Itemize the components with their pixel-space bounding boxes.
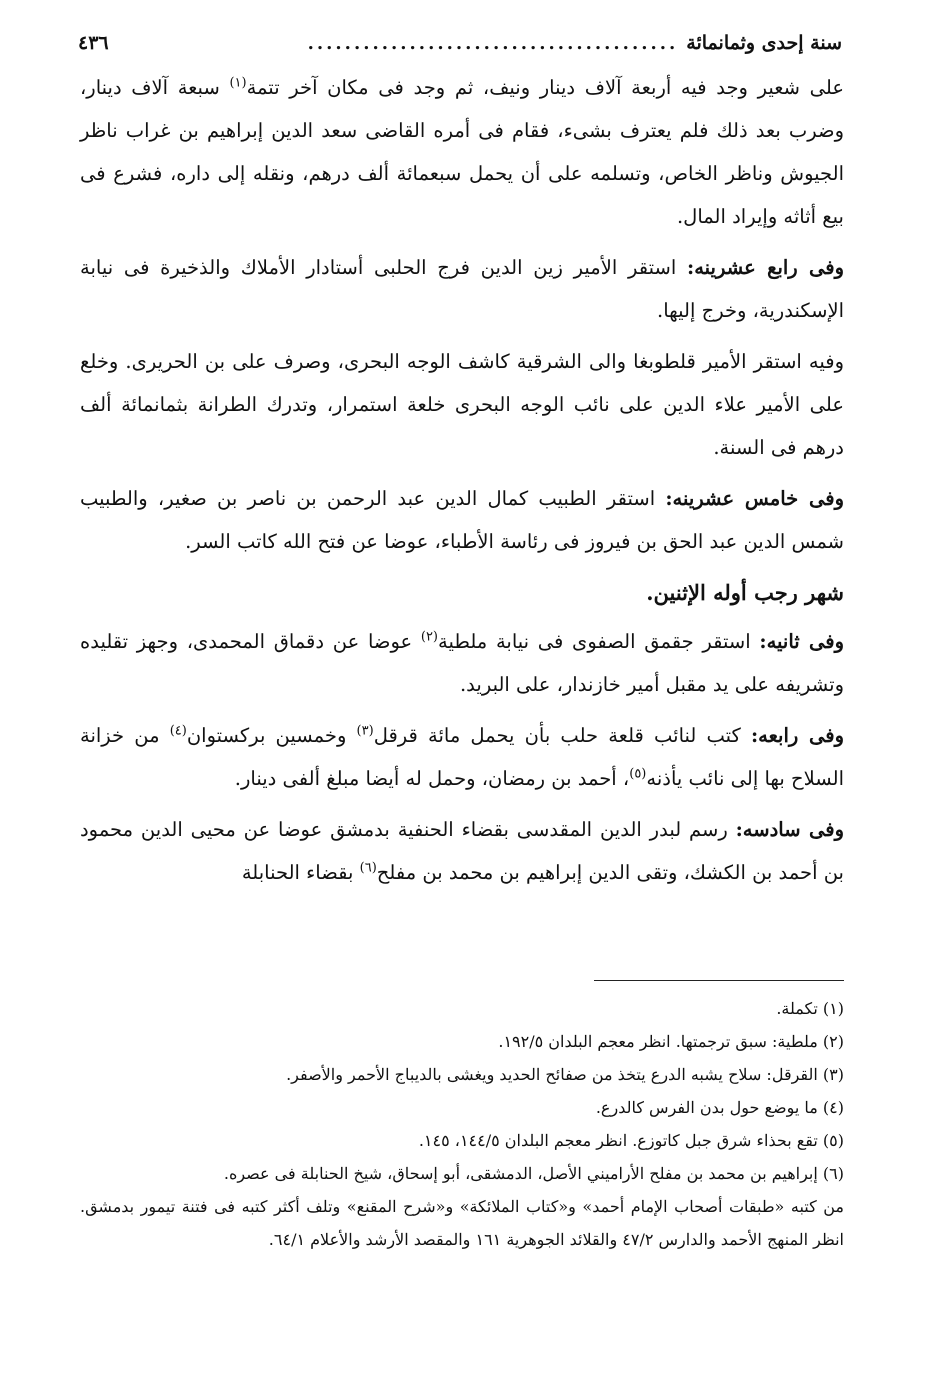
paragraph-4 — [80, 477, 844, 563]
paragraph-3 — [80, 340, 844, 469]
paragraph-text: وخمسين بركستوان — [186, 724, 357, 747]
paragraph-text: سبعة آلاف دينار، وضرب بعد ذلك فلم يعترف بشىء، فقام فى أمره القاضى سعد الدين إبراهيم بن غراب ناظر الجيوش وناظر الخاص، وتسلمه على أن يحمل سبعمائة ألف درهم، ونقله إلى داره، فشرع فى بيع أثاثه وإيراد المال. — [80, 76, 844, 228]
footnote-2: (٢) ملطية: سبق ترجمتها. انظر معجم البلدان ١٩٢/٥. — [498, 1032, 844, 1051]
date-lead: وفى رابع عشرينه: — [687, 256, 845, 279]
footnote-separator — [594, 980, 844, 981]
paragraph-text: كتب لنائب قلعة حلب بأن يحمل مائة قرقل — [373, 724, 751, 747]
paragraph-6 — [80, 714, 844, 800]
date-lead: وفى ثانيه: — [759, 630, 844, 653]
footnote-mark-4: (٤) — [169, 723, 187, 739]
footnote-mark-1: (١) — [229, 75, 247, 91]
date-lead: وفى رابعه: — [750, 724, 844, 747]
paragraph-text: من خزانة السلاح بها إلى نائب يأذنه — [80, 724, 844, 790]
month-heading: شهر رجب أوله الإثنين. — [646, 580, 844, 605]
paragraph-text: على شعير وجد فيه أربعة آلاف دينار ونيف، ثم وجد فى مكان آخر تتمة — [246, 76, 844, 99]
paragraph-1 — [80, 66, 844, 238]
footnote-1: (١) تكملة. — [776, 999, 844, 1018]
footnote-6: (٦) إبراهيم بن محمد بن مفلح الأراميني الأصل، الدمشقى، أبو إسحاق، شيخ الحنابلة فى عصره. — [223, 1164, 844, 1183]
footnote-6-continuation: من كتبه «طبقات أصحاب الإمام أحمد» و«كتاب الملائكة» و«شرح المقنع» وتلف أكثر كتبه فى فتنة تيمور بدمشق. انظر المنهج الأحمد والدارس ٤٧/٢ والقلائد الجوهرية ١٦١ والمقصد الأرشد والأعلام ٦٤/١. — [80, 1197, 844, 1249]
footnote-mark-3: (٣) — [356, 723, 374, 739]
paragraph-text: عوضا عن دقماق المحمدى، وجهز تقليده وتشريفه على يد مقبل أمير خازندار، على البريد. — [80, 630, 844, 696]
footnote-5: (٥) تقع بحذاء شرق جبل كاتوزع. انظر معجم البلدان ١٤٤/٥، ١٤٥. — [418, 1131, 844, 1150]
footnote-mark-6: (٦) — [359, 860, 377, 876]
paragraph-text: رسم لبدر الدين المقدسى بقضاء الحنفية بدمشق عوضا عن محيى الدين محمود بن أحمد بن الكشك، وتقى الدين إبراهيم بن محمد بن مفلح — [80, 818, 844, 884]
paragraph-text: استقر الأمير زين الدين فرج الحلبى أستادار الأملاك والذخيرة فى نيابة الإسكندرية، وخرج إليها. — [80, 256, 844, 322]
footnote-3: (٣) القرقل: سلاح يشبه الدرع يتخذ من صفائح الحديد ويغشى بالديباج الأحمر والأصفر. — [286, 1065, 844, 1084]
running-header — [78, 26, 842, 60]
date-lead: وفى سادسه: — [735, 818, 844, 841]
footnote-4: (٤) ما يوضع حول بدن الفرس كالدرع. — [595, 1098, 844, 1117]
running-title: سنة إحدى وثمانمائة — [686, 32, 842, 54]
paragraph-text: استقر الطبيب كمال الدين عبد الرحمن بن ناصر بن صغير، والطبيب شمس الدين عبد الحق بن فيروز فى رئاسة الأطباء، عوضا عن فتح الله كاتب السر. — [80, 487, 844, 553]
header-leader-dots: ........................................ — [307, 32, 679, 54]
paragraph-5 — [80, 620, 844, 706]
paragraph-text: ، أحمد بن رمضان، وحمل له أيضا مبلغ ألفى دينار. — [234, 767, 630, 790]
footnotes — [80, 992, 844, 1256]
paragraph-text: بقضاء الحنابلة — [241, 861, 360, 884]
footnote-mark-2: (٢) — [420, 629, 438, 645]
date-lead: وفى خامس عشرينه: — [665, 487, 844, 510]
main-text — [80, 66, 844, 902]
paragraph-7 — [80, 808, 844, 894]
footnote-mark-5: (٥) — [629, 766, 647, 782]
paragraph-text: استقر جقمق الصفوى فى نيابة ملطية — [438, 630, 760, 653]
paragraph-text: وفيه استقر الأمير قلطوبغا والى الشرقية كاشف الوجه البحرى، وصرف على بن الحريرى. وخلع على الأمير علاء الدين على نائب الوجه البحرى خلعة استمرار، وتدرك الطرانة بثمانمائة ألف درهم فى السنة. — [80, 350, 844, 459]
paragraph-2 — [80, 246, 844, 332]
page-number: ٤٣٦ — [78, 32, 109, 54]
